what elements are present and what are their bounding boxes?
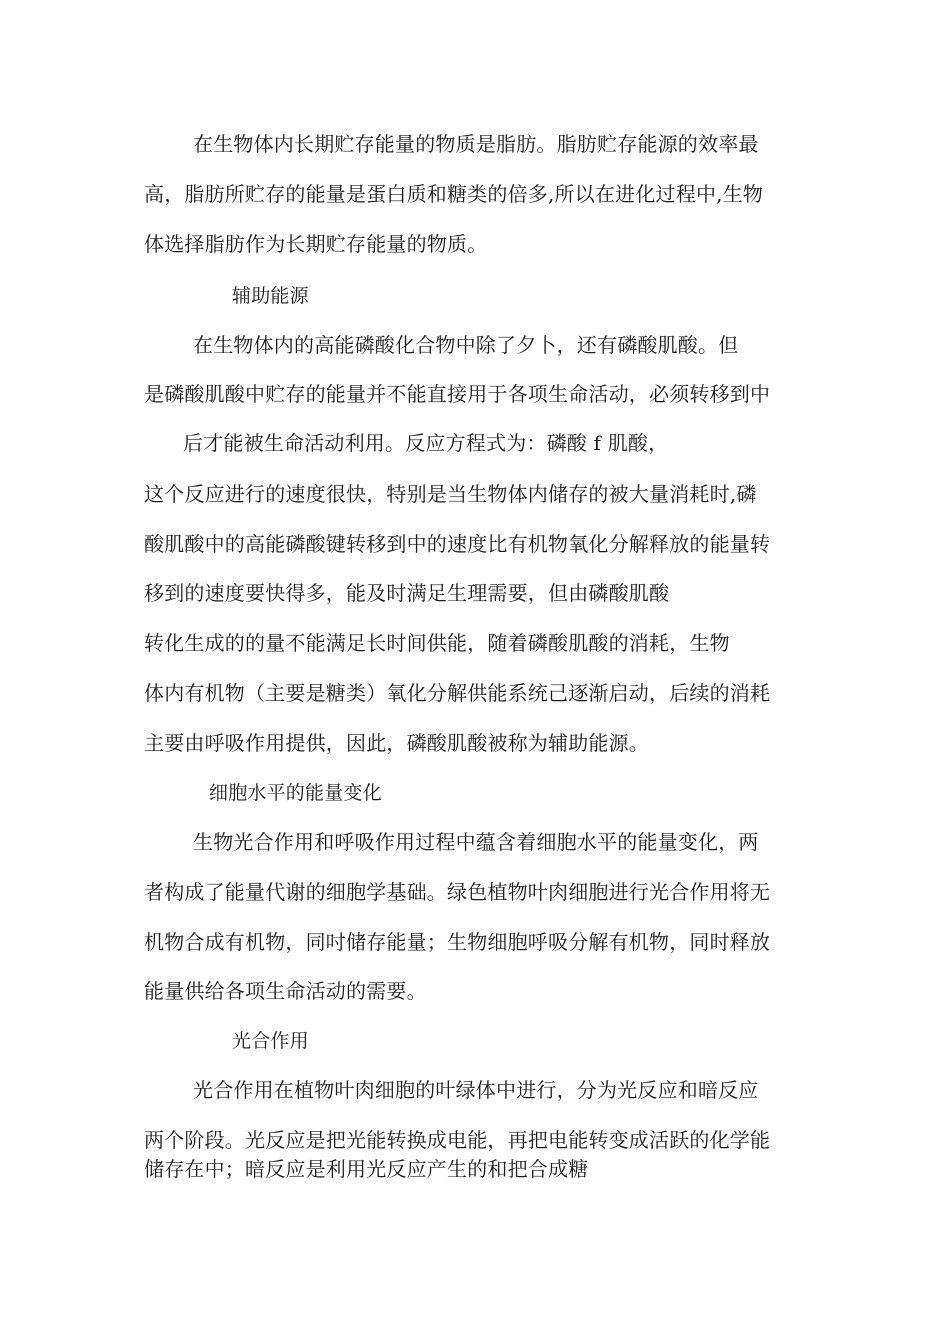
paragraph-line: 储存在中；暗反应是利用光反应产生的和把合成糖 — [144, 1157, 589, 1181]
paragraph-line: 在生物体内长期贮存能量的物质是脂肪。脂肪贮存能源的效率最 — [193, 132, 759, 156]
paragraph-line: 转化生成的的量不能满足长时间供能，随着磷酸肌酸的消耗，生物 — [144, 631, 730, 655]
paragraph-line: 两个阶段。光反应是把光能转换成电能，再把电能转变成活跃的化学能 — [144, 1128, 771, 1152]
paragraph-line: 体内有机物（主要是糖类）氧化分解供能系统己逐渐启动，后续的消耗 — [144, 681, 771, 705]
paragraph-line: 体选择脂肪作为长期贮存能量的物质。 — [144, 232, 488, 256]
paragraph-line: 机物合成有机物，同吋储存能量；生物细胞呼吸分解有机物，同时释放 — [144, 930, 771, 954]
paragraph-line: 这个反应进行的速度很快，特别是当生物体内储存的被大量消耗时,磷 — [144, 482, 757, 506]
paragraph-line: 光合作用在植物叶肉细胞的叶绿体中进行，分为光反应和暗反应 — [193, 1078, 759, 1102]
paragraph-line: 后才能被生命活动利用。反应方程式为：磷酸 f 肌酸， — [183, 431, 669, 455]
section-heading: 细胞水平的能量变化 — [209, 782, 382, 804]
section-heading: 辅助能源 — [232, 285, 309, 307]
paragraph-line: 高，脂肪所贮存的能量是蛋白质和糖类的倍多,所以在进化过程中,生物 — [144, 182, 764, 206]
paragraph-line: 是磷酸肌酸中贮存的能量并不能直接用于各项生命活动，必须转移到中 — [144, 382, 771, 406]
paragraph-line: 酸肌酸中的高能磷酸键转移到中的速度比有机物氧化分解释放的能量转 — [144, 532, 771, 556]
paragraph-line: 在生物体内的高能磷酸化合物中除了夕卜，还有磷酸肌酸。但 — [193, 333, 739, 357]
paragraph-line: 能量供给各项生命活动的需要。 — [144, 979, 427, 1003]
paragraph-line: 生物光合作用和呼吸作用过程中蕴含着细胞水平的能量变化，两 — [193, 830, 759, 854]
paragraph-line: 者构成了能量代谢的细胞学基础。绿色植物叶肉细胞进行光合作用将无 — [144, 880, 771, 904]
section-heading: 光合作用 — [232, 1030, 309, 1052]
paragraph-line: 移到的速度要快得多，能及时满足生理需要，但由磷酸肌酸 — [144, 581, 670, 605]
paragraph-line: 主要由呼吸作用提供，因此，磷酸肌酸被称为辅助能源。 — [144, 731, 649, 755]
